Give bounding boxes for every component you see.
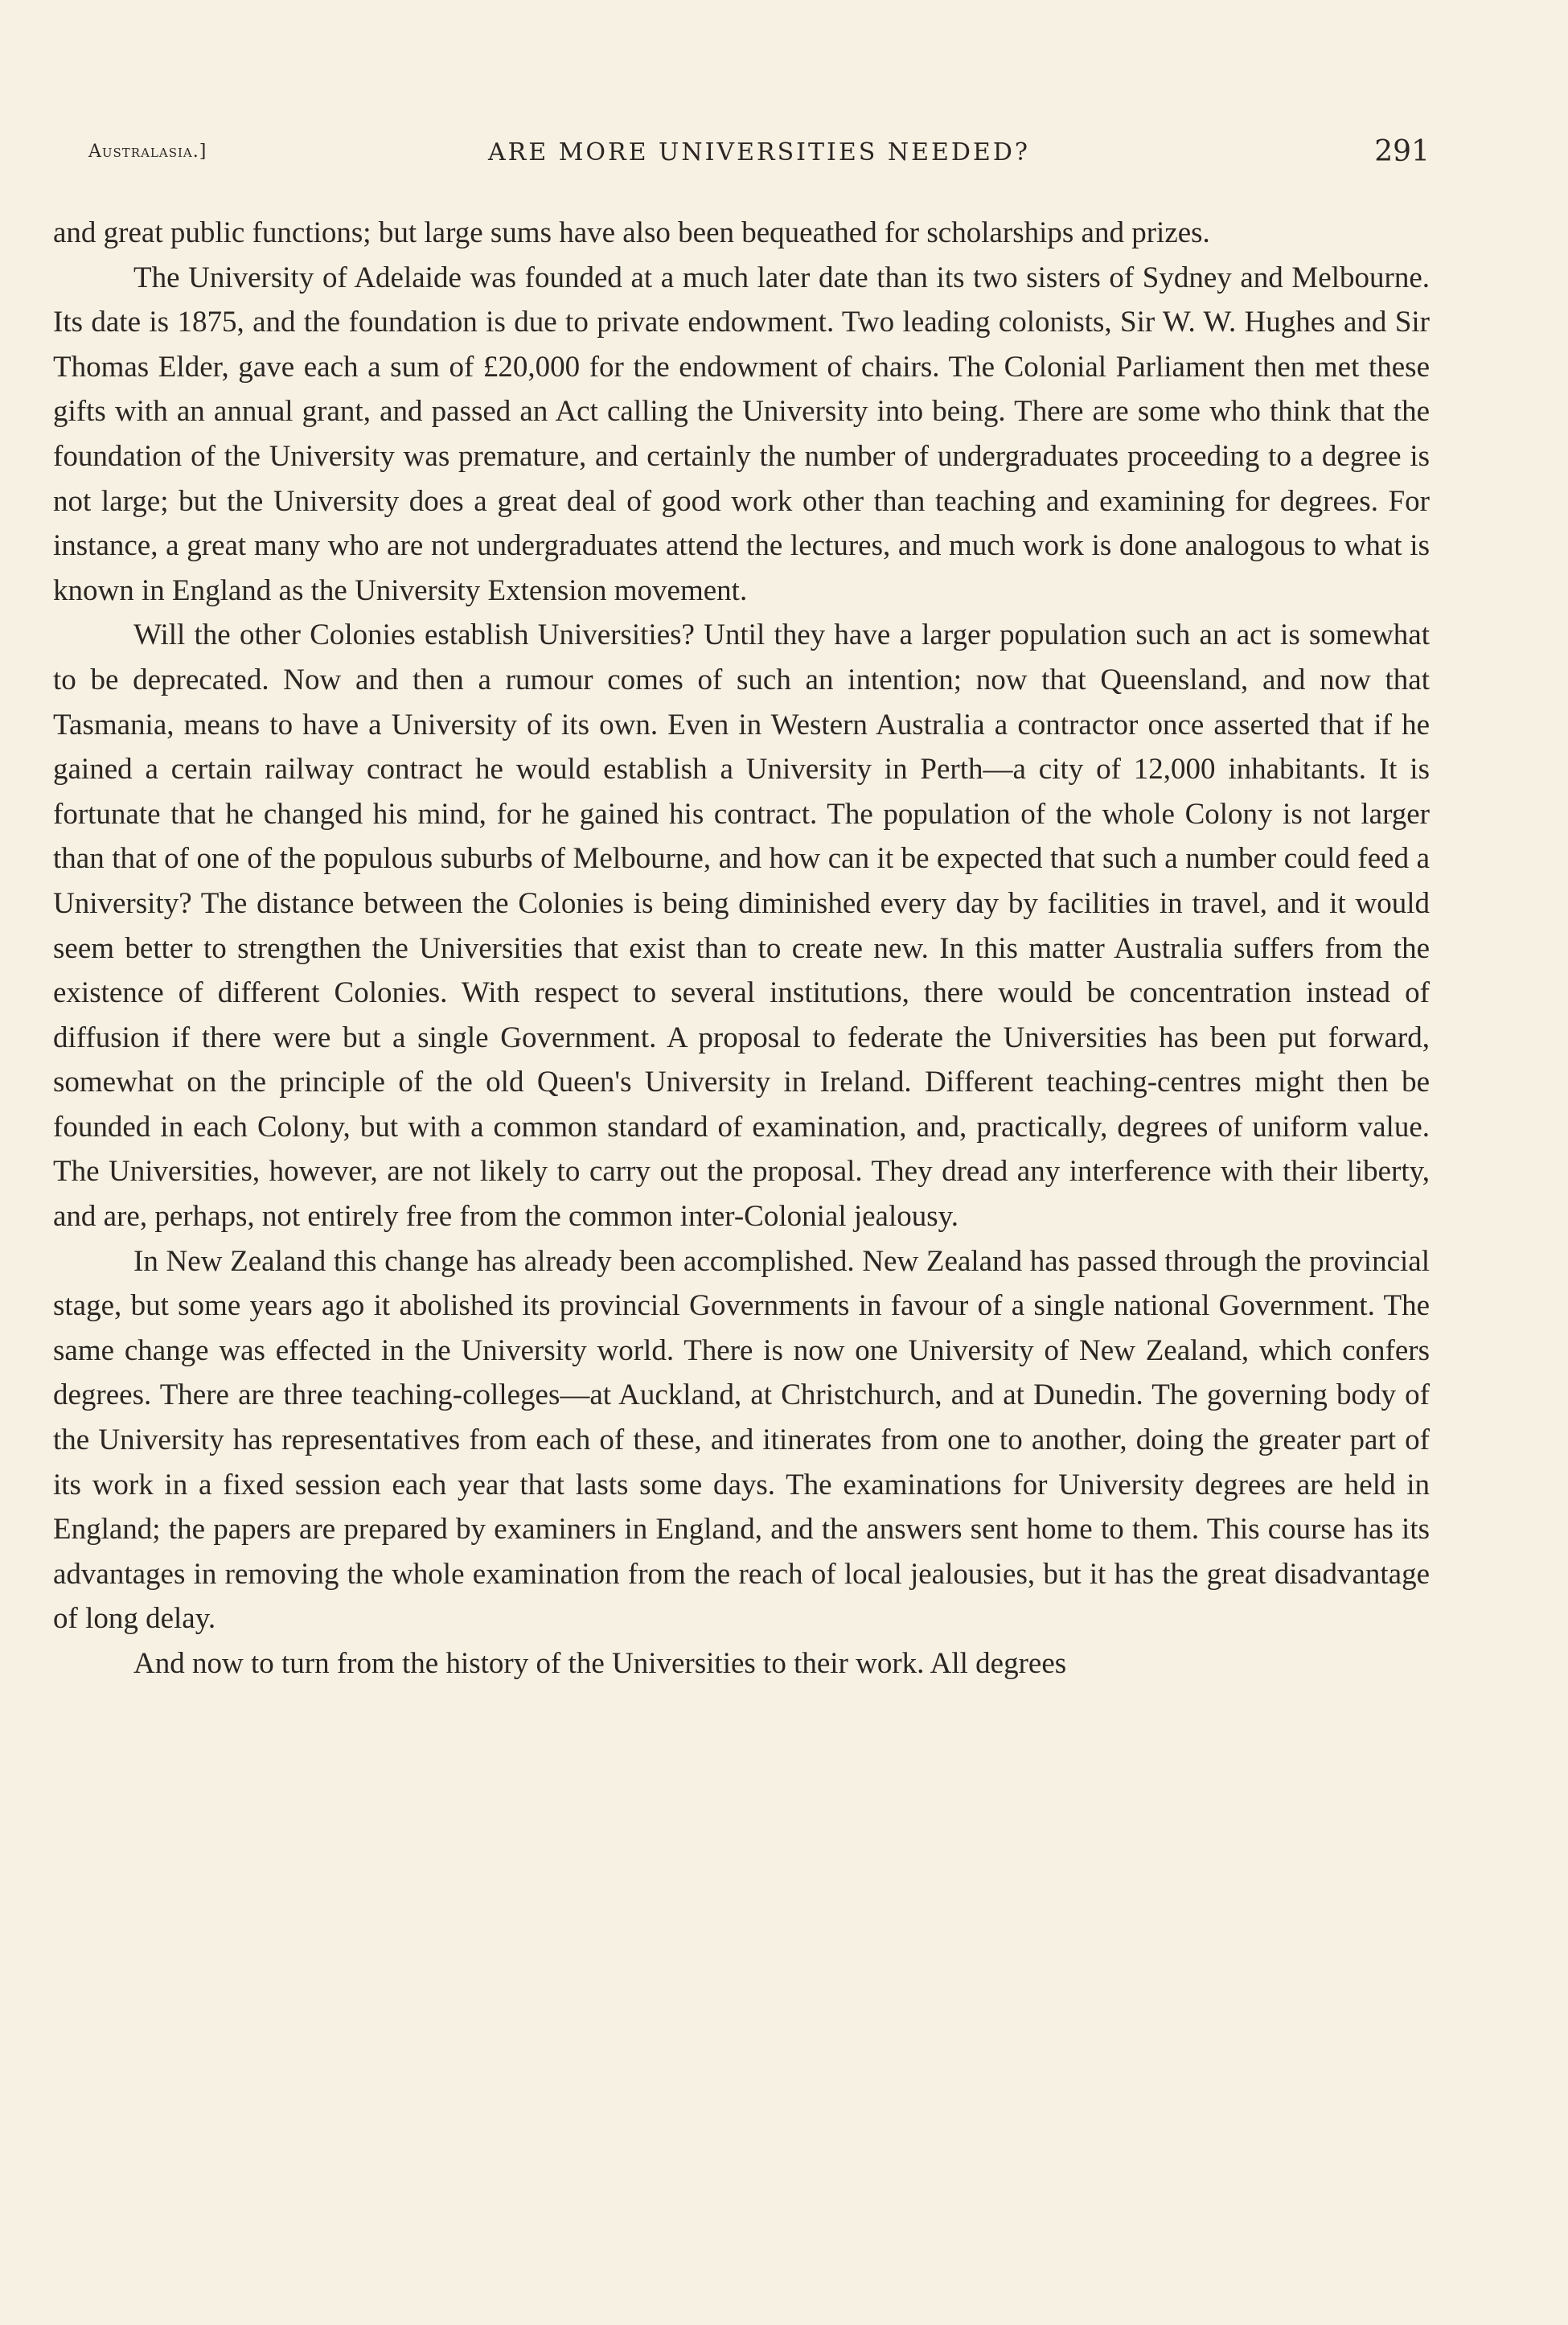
running-head xyxy=(88,135,1430,183)
paragraph-other-colonies: Will the other Colonies establish Universities? Until they have a larger population such an act is somewhat to be deprecated. Now and then a rumour comes of such an intention; now that Queensland, and now that Tasmania, means to have a University of its own. Even in Western Australia a contractor once asserted that if he gained a certain railway contract he would establish a University in Perth—a city of 12,000 inhabitants. It is fortunate that he changed his mind, for he gained his contract. The population of the whole Colony is not larger than that of one of the populous suburbs of Melbourne, and how can it be expected that such a number could feed a University? The distance between the Colonies is being diminished every day by facilities in travel, and it would seem better to strengthen the Universities that exist than to create new. In this matter Australia suffers from the existence of different Colonies. With respect to several institutions, there would be concentration instead of diffusion if there were but a single Government. A proposal to federate the Universities has been put forward, somewhat on the principle of the old Queen's University in Ireland. Different teaching-centres might then be founded in each Colony, but with a common standard of examination, and, practically, degrees of uniform value. The Universities, however, are not likely to carry out the proposal. They dread any interference with their liberty, and are, perhaps, not entirely free from the common inter-Colonial jealousy. xyxy=(53,618,1430,1234)
paragraph-adelaide: The University of Adelaide was founded at a much later date than its two sisters of Sydney and Melbourne. Its date is 1875, and the foundation is due to private endowment. Two leading colonists, Sir W. W. Hughes and Sir Thomas Elder, gave each a sum of £20,000 for the endowment of chairs. The Colonial Parliament then met these gifts with an annual grant, and passed an Act calling the University into being. There are some who think that the foundation of the University was premature, and certainly the number of undergraduates proceeding to a degree is not large; but the University does a great deal of good work other than teaching and examining for degrees. For instance, a great many who are not undergraduates attend the lectures, and much work is done analogous to what is known in England as the University Extension movement. xyxy=(53,261,1430,607)
body-text xyxy=(53,211,1430,1686)
running-head-section: Australasia.] xyxy=(88,142,207,162)
page-number: 291 xyxy=(1374,135,1430,168)
paragraph-continuation: and great public functions; but large sums have also been bequeathed for scholarships and prizes. xyxy=(53,216,1210,249)
paragraph-university-work: And now to turn from the history of the Universities to their work. All degrees xyxy=(133,1647,1067,1680)
paragraph-new-zealand: In New Zealand this change has already been accomplished. New Zealand has passed through the provincial stage, but some years ago it abolished its provincial Governments in favour of a single national Government. The same change was effected in the University world. There is now one University of New Zealand, which confers degrees. There are three teaching-colleges—at Auckland, at Christchurch, and at Dunedin. The governing body of the University has representatives from each of these, and itinerates from one to another, doing the greater part of its work in a fixed session each year that lasts some days. The examinations for University degrees are held in England; the papers are prepared by examiners in England, and the answers sent home to them. This course has its advantages in removing the whole examination from the reach of local jealousies, but it has the great disadvantage of long delay. xyxy=(53,1244,1430,1636)
running-head-title: ARE MORE UNIVERSITIES NEEDED? xyxy=(488,138,1030,166)
